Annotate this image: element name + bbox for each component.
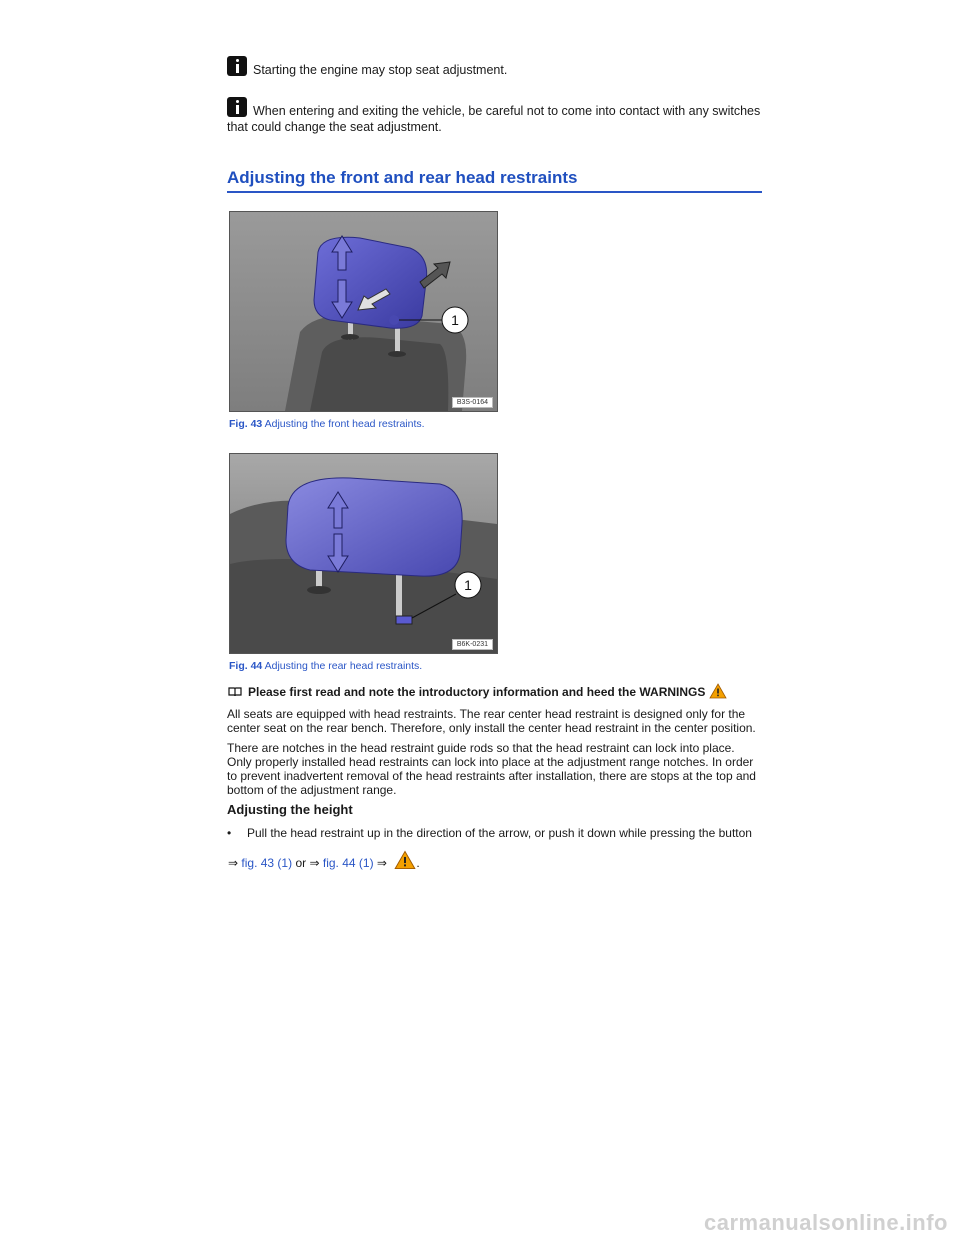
subheading-height: Adjusting the height (227, 802, 353, 817)
ref-arrow: ⇒ (309, 856, 320, 870)
ref-arrow: ⇒ (376, 856, 387, 870)
figure-44-callout: 1 (464, 577, 472, 593)
figure-44-caption (229, 660, 422, 672)
bullet-text: Pull the head restraint up in the direction of the arrow, or push it down while pressing the button (247, 826, 752, 840)
figure-43-callout: 1 (451, 312, 459, 328)
note-text: When entering and exiting the vehicle, be careful not to come into contact with any switches that could change the seat adjustment. (227, 104, 761, 134)
figure-43-image (229, 211, 498, 412)
link-fig-43[interactable]: fig. 43 (1) (241, 856, 293, 870)
info-note-2 (227, 97, 767, 135)
info-note-1 (227, 56, 767, 78)
book-icon (228, 687, 242, 697)
read-first-text: Please first read and note the introductory information and heed the WARNINGS (248, 685, 706, 699)
note-text: Starting the engine may stop seat adjustment. (253, 63, 508, 77)
figure-code: B3S-0164 (452, 397, 493, 408)
figure-label: Fig. 43 (229, 418, 263, 430)
paragraph-2: There are notches in the head restraint guide rods so that the head restraint can lock into place. Only properly installed head restraints can lock into place at the adjustment range notches. In order to prevent inadvertent removal of the head restraints after installation, there are stops at the top and bottom of the adjustment range. (227, 741, 756, 797)
link-fig-44[interactable]: fig. 44 (1) (322, 856, 374, 870)
warning-icon[interactable] (394, 850, 416, 870)
figure-references (228, 850, 420, 870)
caption-text: Adjusting the front head restraints. (264, 418, 425, 430)
figure-label: Fig. 44 (229, 660, 263, 672)
figure-code: B6K-0231 (452, 639, 493, 650)
figure-44-image (229, 453, 498, 654)
list-item (227, 826, 752, 840)
figure-43-caption (229, 418, 425, 430)
paragraph-1: All seats are equipped with head restraints. The rear center head restraint is designed only for the center seat on the rear bench. Therefore, only install the center head restraint in the center position. (227, 707, 756, 735)
warning-icon[interactable] (709, 683, 727, 699)
ref-arrow: ⇒ (228, 856, 239, 870)
bullet-dot: • (227, 826, 232, 840)
info-icon (227, 97, 247, 117)
section-heading: Adjusting the front and rear head restraints (227, 168, 762, 193)
read-first-notice (228, 683, 727, 699)
watermark: carmanualsonline.info (704, 1210, 948, 1235)
caption-text: Adjusting the rear head restraints. (264, 660, 423, 672)
ref-end: . (416, 856, 420, 870)
ref-or: or (295, 856, 307, 870)
info-icon (227, 56, 247, 76)
